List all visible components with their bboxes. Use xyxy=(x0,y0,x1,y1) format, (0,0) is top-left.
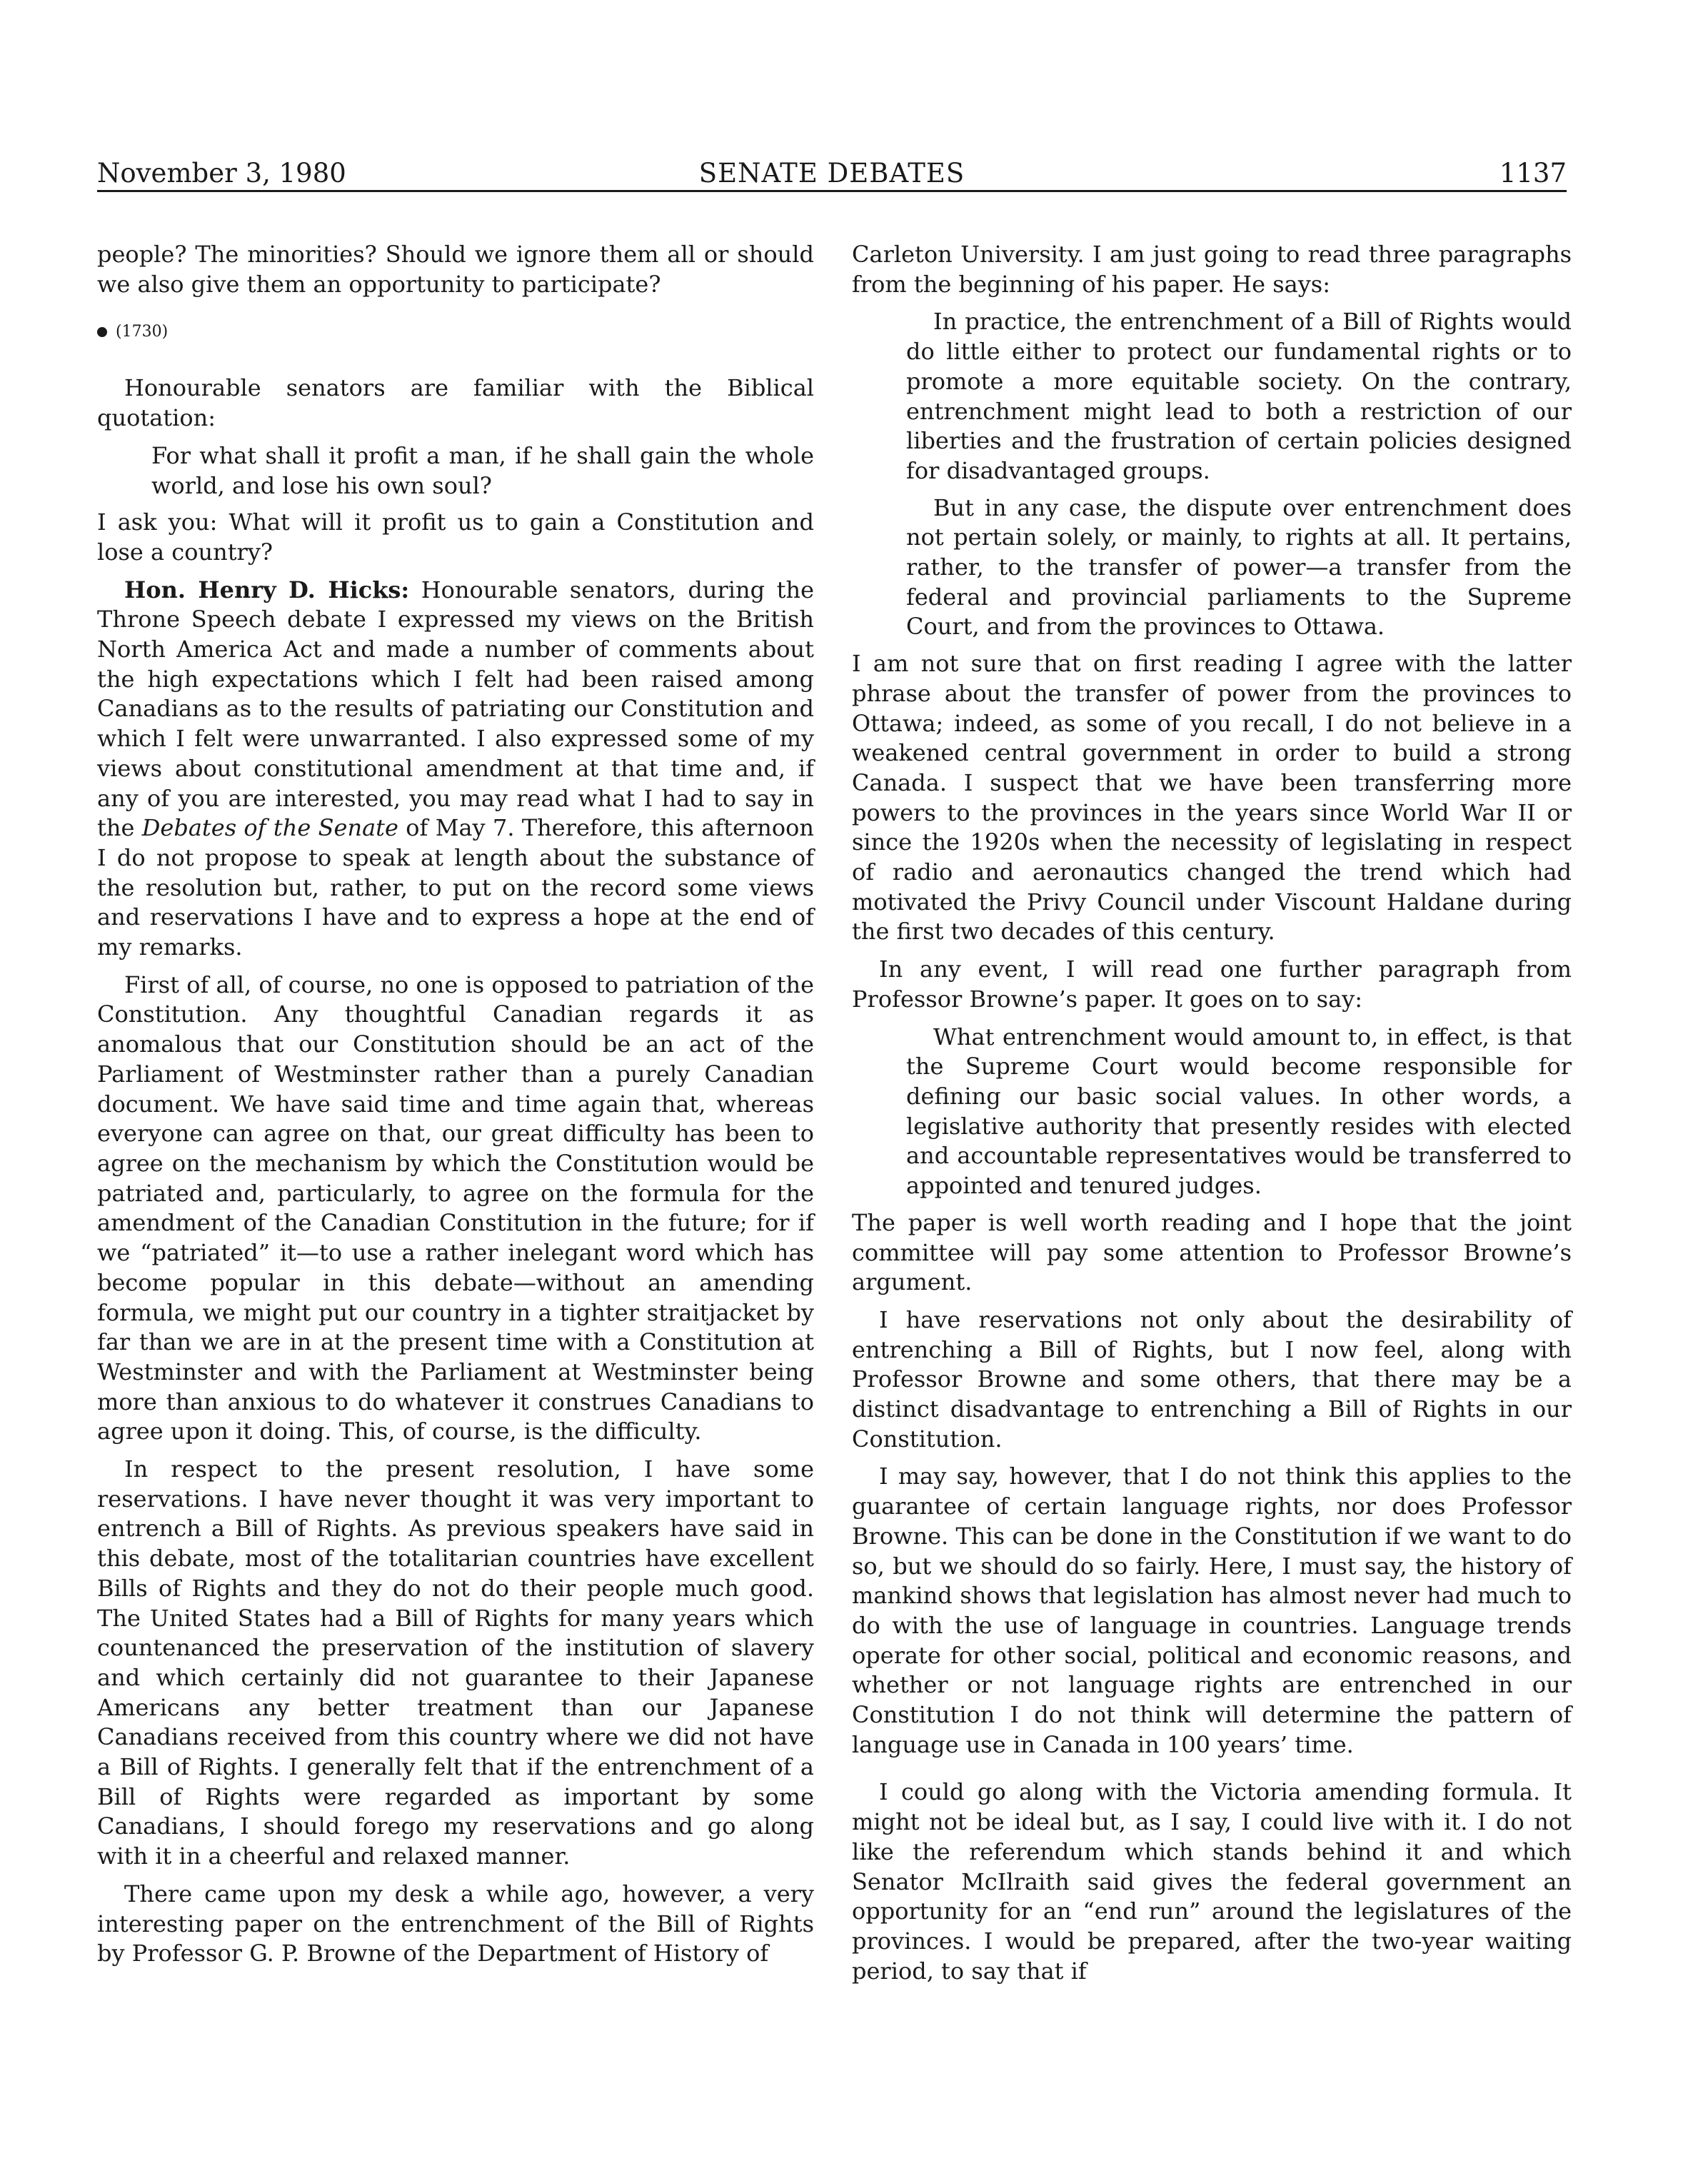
paragraph: The paper is well worth reading and I hope that the joint committee will pay some attention to Professor Browne’s argument. xyxy=(852,1208,1572,1296)
paragraph: I have reservations not only about the desirability of entrenching a Bill of Rights, but I now feel, along with Professor Browne and some others, that there may be a distinct disadvantage to entrenching a Bill of Rights in our Constitution. xyxy=(852,1305,1572,1453)
paragraph: I could go along with the Victoria amending formula. It might not be ideal but, as I say, I could live with it. I do not like the referendum which stands behind it and which Senator McIlraith said gives the federal government an opportunity for an “end run” around the legislatures of the provinces. I would be prepared, after the two-year waiting period, to say that if xyxy=(852,1778,1572,1985)
paragraph: In respect to the present resolution, I have some reservations. I have never thought it was very important to entrench a Bill of Rights. As previous speakers have said in this debate, most of the totalitarian countries have excellent Bills of Rights and they do not do their people much good. The United States had a Bill of Rights for many years which countenanced the preservation of the institution of slavery and which certainly did not guarantee to their Japanese Americans any better treatment than our Japanese Canadians received from this country where we did not have a Bill of Rights. I generally felt that if the entrenchment of a Bill of Rights were regarded as important by some Canadians, I should forego my reservations and go along with it in a cheerful and relaxed manner. xyxy=(97,1455,814,1870)
paragraph-text: of May 7. Therefore, this afternoon I do not propose to speak at length about the substance of the resolution but, rather, to put on the record some views and reservations I have and to express a hope at the end of my remarks. xyxy=(97,814,815,961)
block-quote: What entrenchment would amount to, in effect, is that the Supreme Court would become responsible for defining our basic social values. In other words, a legislative authority that presently resides with elected and accountable representatives would be transferred to appointed and tenured judges. xyxy=(906,1023,1572,1200)
paragraph: I ask you: What will it profit us to gain a Constitution and lose a country? xyxy=(97,508,814,566)
paragraph: Carleton University. I am just going to read three paragraphs from the beginning of his paper. He says: xyxy=(852,241,1572,298)
page-header xyxy=(97,150,1567,192)
header-date: November 3, 1980 xyxy=(97,158,346,189)
paragraph: First of all, of course, no one is opposed to patriation of the Constitution. Any thoughtful Canadian regards it as anomalous that our Constitution should be an act of the Parliament of Westminster rather than a purely Canadian document. We have said time and time again that, whereas everyone can agree on that, our great difficulty has been to agree on the mechanism by which the Constitution would be patriated and, particularly, to agree on the formula for the amendment of the Canadian Constitution in the future; for if we “patriated” it—to use a rather inelegant word which has become popular in this debate—without an amending formula, we might put our country in a tighter straitjacket by far than we are in at the present time with a Constitution at Westminster and with the Parliament at Westminster being more than anxious to do whatever it construes Canadians to agree upon it doing. This, of course, is the difficulty. xyxy=(97,971,814,1445)
paragraph: There came upon my desk a while ago, however, a very interesting paper on the entrenchment of the Bill of Rights by Professor G. P. Browne of the Department of History of xyxy=(97,1880,814,1967)
block-quote: For what shall it profit a man, if he shall gain the whole world, and lose his own soul? xyxy=(151,441,814,499)
speaker-paragraph xyxy=(97,576,814,963)
paragraph: I am not sure that on first reading I agree with the latter phrase about the transfer of power from the provinces to Ottawa; indeed, as some of you recall, I do not believe in a weakened central government in order to build a strong Canada. I suspect that we have been transferring more powers to the provinces in the years since World War II or since the 1920s when the necessity of legislating in respect of radio and aeronautics changed the trend which had motivated the Privy Council under Viscount Haldane during the first two decades of this century. xyxy=(852,650,1572,946)
paragraph: In any event, I will read one further paragraph from Professor Browne’s paper. It goes on to say: xyxy=(852,956,1572,1013)
spacer xyxy=(852,1768,1572,1778)
speaker-name: Hon. Henry D. Hicks: xyxy=(124,576,410,603)
block-quote: In practice, the entrenchment of a Bill of Rights would do little either to protect our fundamental rights or to promote a more equitable society. On the contrary, entrenchment might lead to both a restriction of our liberties and the frustration of certain policies designed for disadvantaged groups. xyxy=(906,308,1572,484)
paragraph: I may say, however, that I do not think this applies to the guarantee of certain language rights, nor does Professor Browne. This can be done in the Constitution if we want to do so, but we should do so fairly. Here, I must say, the history of mankind shows that legislation has almost never had much to do with the use of language in countries. Language trends operate for other social, political and economic reasons, and whether or not language rights are entrenched in our Constitution I do not think will determine the pattern of language use in Canada in 100 years’ time. xyxy=(852,1463,1572,1758)
time-marker-text: (1730) xyxy=(116,323,169,341)
right-column xyxy=(852,240,1572,1994)
paragraph: people? The minorities? Should we ignore them all or should we also give them an opportunity to participate? xyxy=(97,241,814,298)
header-title: SENATE DEBATES xyxy=(698,158,965,189)
publication-title: Debates of the Senate xyxy=(141,814,398,842)
bullet-icon xyxy=(97,327,107,337)
time-marker xyxy=(97,318,814,346)
block-quote: But in any case, the dispute over entrenchment does not pertain solely, or mainly, to rights at all. It pertains, rather, to the transfer of power—a transfer from the federal and provincial parliaments to the Supreme Court, and from the provinces to Ottawa. xyxy=(906,493,1572,641)
page-number: 1137 xyxy=(1499,158,1567,189)
paragraph: Honourable senators are familiar with the Biblical quotation: xyxy=(97,374,814,432)
left-column xyxy=(97,240,814,1977)
paragraph-text: Honourable senators, during the Throne Speech debate I expressed my views on the British North America Act and made a number of comments about the high expectations which I felt had been raised among Canadians as to the results of patriating our Constitution and which I felt were unwarranted. I also expressed some of my views about constitutional amendment at that time and, if any of you are interested, you may read what I had to say in the xyxy=(97,576,815,842)
